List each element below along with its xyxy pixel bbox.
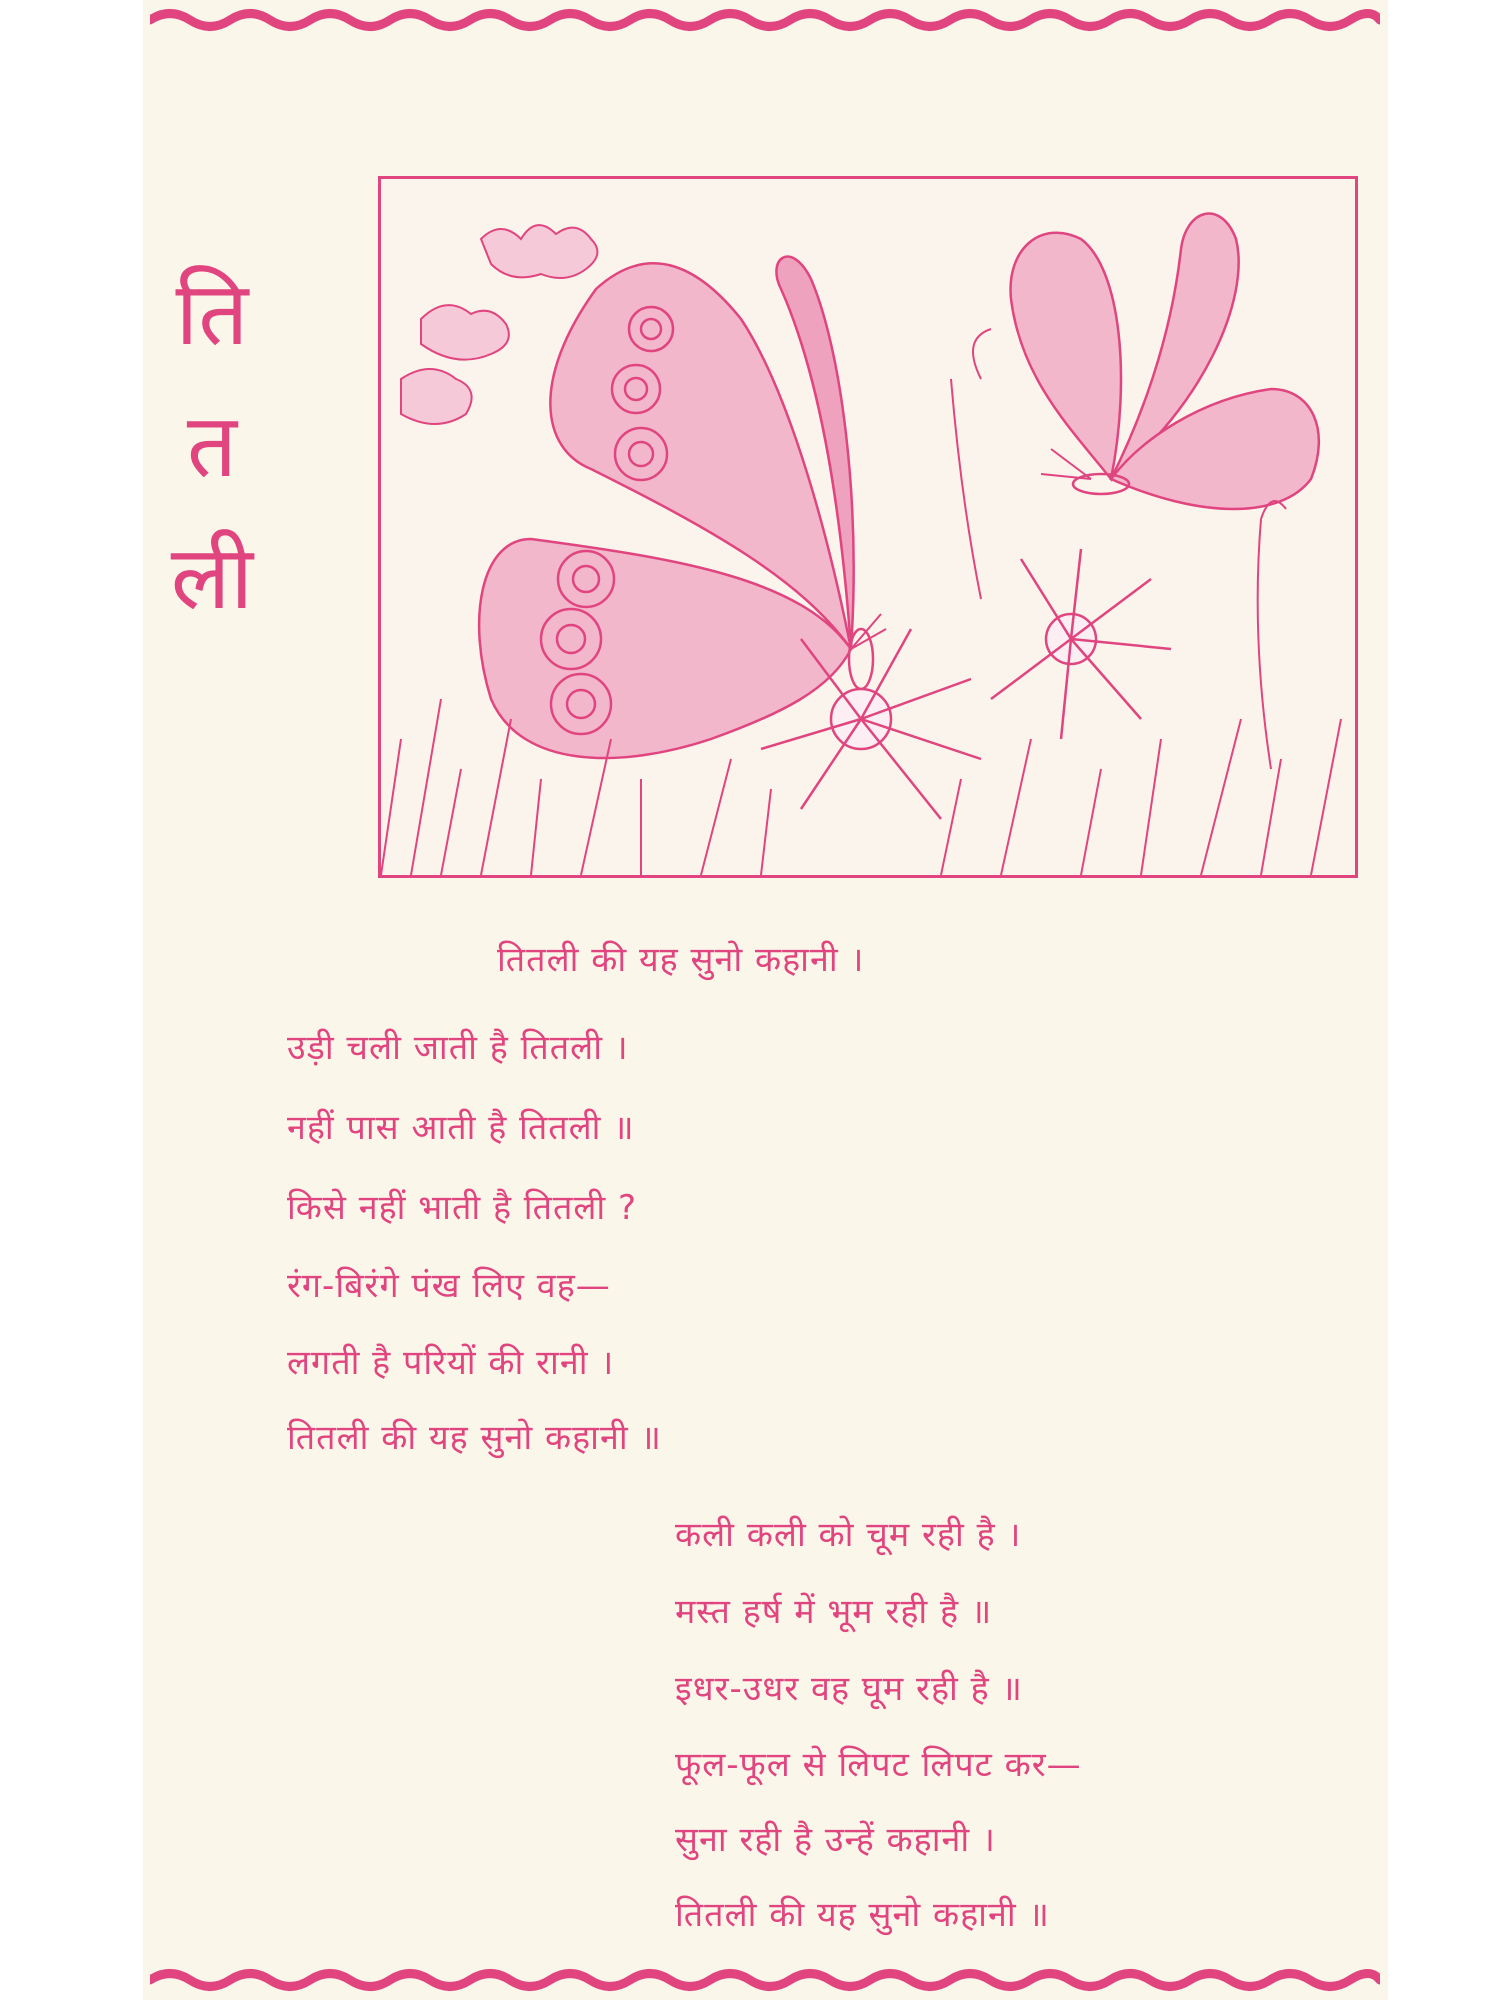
poem-line: किसे नहीं भाती है तितली ? (287, 1188, 638, 1228)
butterfly-illustration (378, 176, 1358, 878)
poem-line: तितली की यह सुनो कहानी ॥ (675, 1895, 1050, 1935)
wave-border-bottom (150, 1965, 1380, 1995)
poem-line: मस्त हर्ष में भूम रही है ॥ (675, 1592, 993, 1632)
poem-line: तितली की यह सुनो कहानी ॥ (287, 1418, 662, 1458)
poem-line: उड़ी चली जाती है तितली । (287, 1028, 629, 1068)
poem-line: नहीं पास आती है तितली ॥ (287, 1108, 635, 1148)
poem-line: इधर-उधर वह घूम रही है ॥ (675, 1669, 1023, 1709)
wave-border-top (150, 5, 1380, 35)
title-char-2: त (186, 394, 238, 497)
title-char-1: ति (175, 262, 249, 365)
poem-line: लगती है परियों की रानी । (287, 1343, 615, 1383)
large-butterfly-icon (479, 257, 886, 758)
vertical-title (162, 248, 262, 644)
refrain-line: तितली की यह सुनो कहानी । (497, 940, 865, 980)
poem-line: कली कली को चूम रही है । (675, 1515, 1022, 1555)
poem-line: सुना रही है उन्हें कहानी । (675, 1820, 996, 1860)
title-char-3: ली (170, 526, 254, 629)
small-butterfly-icon (1011, 214, 1319, 509)
poem-line: रंग-बिरंगे पंख लिए वह— (287, 1266, 611, 1306)
poem-line: फूल-फूल से लिपट लिपट कर— (675, 1745, 1082, 1785)
